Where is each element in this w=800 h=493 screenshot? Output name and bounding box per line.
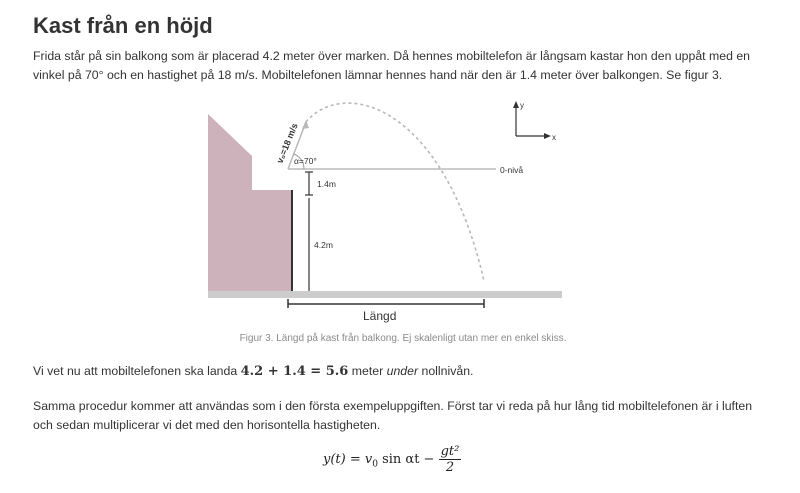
procedure-paragraph: Samma procedur kommer att användas som i den första exempeluppgiften. Först tar vi reda på hur lång tid mobiltelefonen är i luften och sedan multiplicerar vi det med den horisontella hastigheten. (33, 399, 753, 432)
x-axis-label: x (552, 133, 556, 142)
hand-height-label: 1.4m (317, 179, 336, 189)
p2-text-after: nollnivån. (418, 364, 474, 378)
velocity-arrowhead (302, 120, 309, 129)
inline-math: 4.2 + 1.4 = 5.6 (240, 364, 349, 379)
velocity-label: v₀=18 m/s (274, 121, 300, 165)
length-label: Längd (363, 309, 397, 323)
page-title: Kast från en höjd (33, 13, 213, 38)
equation-fraction (439, 444, 462, 475)
landing-paragraph (33, 362, 768, 381)
p2-text-middle: meter (348, 364, 387, 378)
y-axis-label: y (520, 101, 524, 110)
figure-3-diagram (208, 98, 568, 308)
figure-caption: Figur 3. Längd på kast från balkong. Ej skalenligt utan mer en enkel skiss. (239, 333, 567, 344)
fraction-numerator: gt² (440, 444, 460, 459)
ground (208, 291, 562, 298)
balcony-height-label: 4.2m (314, 240, 333, 250)
fraction-denominator: 2 (445, 460, 455, 475)
building-shape (208, 114, 292, 291)
equation-lhs: y(t) = v (323, 452, 373, 467)
intro-paragraph: Frida står på sin balkong som är placerad 4.2 meter över marken. Då hennes mobiltelefon är långsam kastar hon den uppåt med en vinkel på 70° och en hastighet på 18 m/s. Mobiltelefonen lämnar hennes hand när den är 1.4 meter över balkongen. Se figur 3. (33, 49, 751, 82)
equation-mid: sin αt − (377, 452, 439, 467)
zero-level-label: 0-nivå (500, 165, 524, 175)
trajectory-curve (306, 103, 484, 281)
trajectory-equation (323, 444, 461, 475)
angle-label: α=70° (294, 156, 317, 166)
p2-emphasis: under (386, 364, 419, 378)
equation-subscript: 0 (372, 459, 378, 470)
p2-text-before: Vi vet nu att mobiltelefonen ska landa (33, 364, 241, 378)
